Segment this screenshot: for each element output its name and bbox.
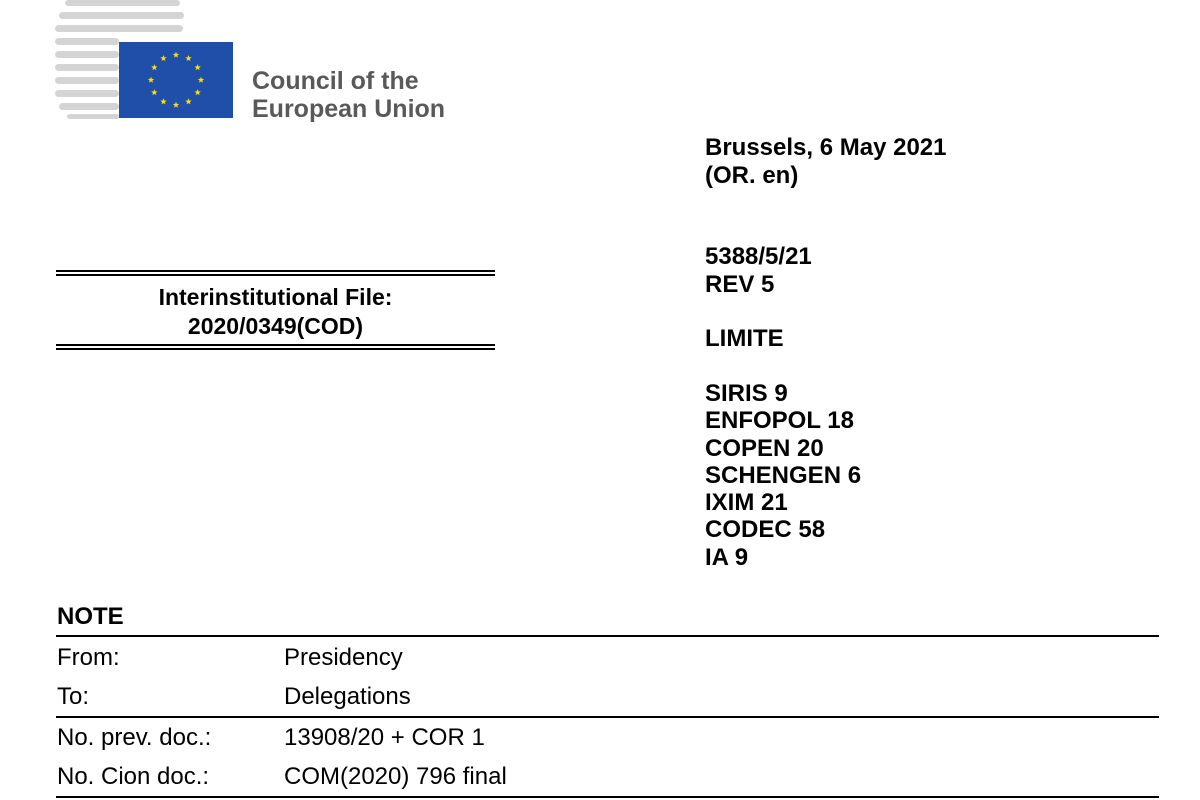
place-date-block [705, 134, 947, 190]
divider [56, 635, 1159, 637]
to-label: To: [57, 683, 90, 710]
subject-code: ENFOPOL 18 [705, 407, 854, 435]
double-rule-top [56, 270, 495, 276]
eu-flag-icon [119, 42, 233, 118]
to-value: Delegations [284, 683, 411, 710]
org-name-line2: European Union [252, 95, 446, 123]
revision: REV 5 [705, 271, 775, 298]
interinstitutional-value: 2020/0349(COD) [187, 313, 364, 339]
classification: LIMITE [705, 325, 784, 352]
organization-name [252, 67, 445, 123]
prev-doc-label: No. prev. doc.: [57, 724, 212, 751]
divider [56, 796, 1159, 798]
cion-doc-value: COM(2020) 796 final [284, 763, 507, 790]
from-label: From: [57, 644, 120, 671]
org-name-line1: Council of the [252, 67, 419, 95]
subject-code: IXIM 21 [705, 489, 788, 517]
subject-code: SIRIS 9 [705, 380, 788, 407]
subject-code: IA 9 [705, 543, 749, 571]
subject-code: CODEC 58 [705, 516, 826, 544]
interinstitutional-file-box [56, 270, 495, 346]
note-title: NOTE [57, 603, 124, 630]
place-date: Brussels, 6 May 2021 [705, 134, 947, 161]
cion-doc-label: No. Cion doc.: [57, 763, 210, 790]
interinstitutional-label: Interinstitutional File: [158, 284, 393, 310]
divider [56, 716, 1159, 718]
double-rule-bottom [56, 344, 495, 350]
prev-doc-value: 13908/20 + COR 1 [284, 724, 485, 751]
subject-code: COPEN 20 [705, 434, 824, 462]
from-value: Presidency [284, 644, 403, 671]
subject-code: SCHENGEN 6 [705, 461, 862, 489]
document-number: 5388/5/21 [705, 243, 812, 270]
document-number-block [705, 243, 812, 299]
subject-codes [705, 380, 861, 571]
interinstitutional-file [56, 283, 495, 341]
original-language: (OR. en) [705, 162, 799, 189]
